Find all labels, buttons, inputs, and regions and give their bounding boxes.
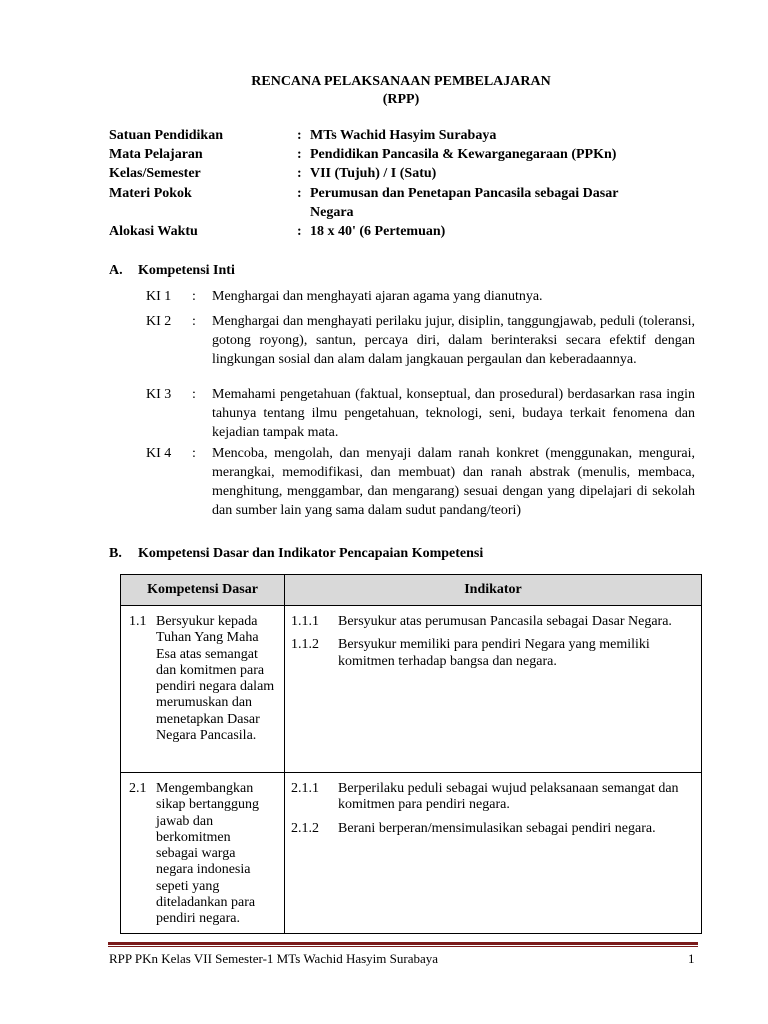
kd-text: Bersyukur kepada Tuhan Yang Maha Esa atas semangat dan komitmen para pendiri negara dalam merumuskan dan menetapkan Dasar Negara Pancasila. xyxy=(156,614,275,744)
kd-text: Mengembangkan sikap bertanggung jawab dan berkomitmen sebagai warga negara indonesia sepeti yang diteladankan para pendiri negara. xyxy=(156,781,260,927)
section-a-letter: A. xyxy=(109,263,123,278)
indicator-number: 2.1.2 xyxy=(291,820,319,836)
kd-number: 1.1 xyxy=(129,614,147,629)
identity-value-mapel: Pendidikan Pancasila & Kewarganegaraan (PPKn) xyxy=(310,147,617,162)
table-header-indikator: Indikator xyxy=(285,575,701,606)
indicator-number: 2.1.1 xyxy=(291,781,319,796)
identity-label-materi: Materi Pokok xyxy=(109,186,192,201)
identity-colon: : xyxy=(297,224,302,239)
footer-divider xyxy=(108,942,698,945)
section-b-title: Kompetensi Dasar dan Indikator Pencapaian Kompetensi xyxy=(138,546,484,561)
table-row xyxy=(121,606,701,773)
section-a-title: Kompetensi Inti xyxy=(138,263,235,278)
identity-colon: : xyxy=(297,128,302,143)
ki-text: Mencoba, mengolah, dan menyaji dalam ranah konkret (menggunakan, mengurai, merangkai, memodifikasi, dan membuat) dan ranah abstrak (menulis, membaca, menghitung, menggambar, dan mengarang) sesuai dengan yang dipelajari di sekolah dan sumber lain yang sama dalam sudut pandang/teori) xyxy=(212,446,695,518)
ki-code: KI 3 xyxy=(146,387,172,402)
table-header-kd: Kompetensi Dasar xyxy=(121,575,285,606)
indicator-text: Bersyukur atas perumusan Pancasila sebagai Dasar Negara. xyxy=(338,614,672,629)
identity-label-alokasi: Alokasi Waktu xyxy=(109,224,198,239)
ki-colon: : xyxy=(192,446,196,461)
competency-table xyxy=(120,574,702,934)
ki-code: KI 4 xyxy=(146,446,172,461)
footer-text: RPP PKn Kelas VII Semester-1 MTs Wachid Hasyim Surabaya xyxy=(109,951,439,966)
ki-text: Memahami pengetahuan (faktual, konseptual, dan prosedural) berdasarkan rasa ingin tahunya tentang ilmu pengetahuan, teknologi, seni, budaya terkait fenomena dan kejadian tampak mata. xyxy=(212,387,695,440)
identity-colon: : xyxy=(297,186,302,201)
identity-value-materi-cont: Negara xyxy=(310,205,354,220)
identity-value-alokasi: 18 x 40' (6 Pertemuan) xyxy=(310,224,446,239)
identity-label-kelas: Kelas/Semester xyxy=(109,166,201,181)
section-b-letter: B. xyxy=(109,546,122,561)
document-subtitle: (RPP) xyxy=(382,92,420,107)
indicator-text: Bersyukur memiliki para pendiri Negara yang memiliki komitmen terhadap bangsa dan negara. xyxy=(338,637,650,669)
indicator-cell xyxy=(285,606,701,773)
identity-value-materi: Perumusan dan Penetapan Pancasila sebagai Dasar xyxy=(310,186,619,201)
ki-code: KI 2 xyxy=(146,314,172,329)
indicator-item xyxy=(291,781,695,814)
footer-divider-thin xyxy=(108,946,698,947)
page-number: 1 xyxy=(688,951,695,966)
indicator-number: 1.1.1 xyxy=(291,614,319,629)
identity-value-satuan: MTs Wachid Hasyim Surabaya xyxy=(310,128,497,143)
indicator-text: Berani berperan/mensimulasikan sebagai pendiri negara. xyxy=(338,820,656,836)
indicator-number: 1.1.2 xyxy=(291,637,319,653)
section-b-heading xyxy=(109,545,483,563)
identity-colon: : xyxy=(297,147,302,162)
identity-colon: : xyxy=(297,166,302,181)
indicator-item xyxy=(291,637,695,670)
ki-code: KI 1 xyxy=(146,289,172,304)
ki-colon: : xyxy=(192,289,196,304)
identity-value-kelas: VII (Tujuh) / I (Satu) xyxy=(310,166,437,181)
document-title: RENCANA PELAKSANAAN PEMBELAJARAN xyxy=(251,74,551,89)
ki-colon: : xyxy=(192,314,196,329)
indicator-item xyxy=(291,821,695,837)
section-a-heading xyxy=(109,262,235,280)
indicator-cell xyxy=(285,773,701,933)
kd-cell xyxy=(121,606,285,773)
ki-colon: : xyxy=(192,387,196,402)
table-row xyxy=(121,773,701,933)
identity-label-mapel: Mata Pelajaran xyxy=(109,147,203,162)
kd-cell xyxy=(121,773,285,933)
ki-text: Menghargai dan menghayati ajaran agama yang dianutnya. xyxy=(212,289,543,304)
indicator-text: Berperilaku peduli sebagai wujud pelaksanaan semangat dan komitmen para pendiri negara. xyxy=(338,781,679,813)
indicator-item xyxy=(291,614,695,630)
identity-label-satuan: Satuan Pendidikan xyxy=(109,128,223,143)
kd-number: 2.1 xyxy=(129,781,147,796)
ki-text: Menghargai dan menghayati perilaku jujur, disiplin, tanggungjawab, peduli (toleransi, gotong royong), santun, percaya diri, dalam berinteraksi secara efektif dengan lingkungan sosial dan alam dalam jangkauan pergaulan dan keberadaannya. xyxy=(212,314,695,367)
